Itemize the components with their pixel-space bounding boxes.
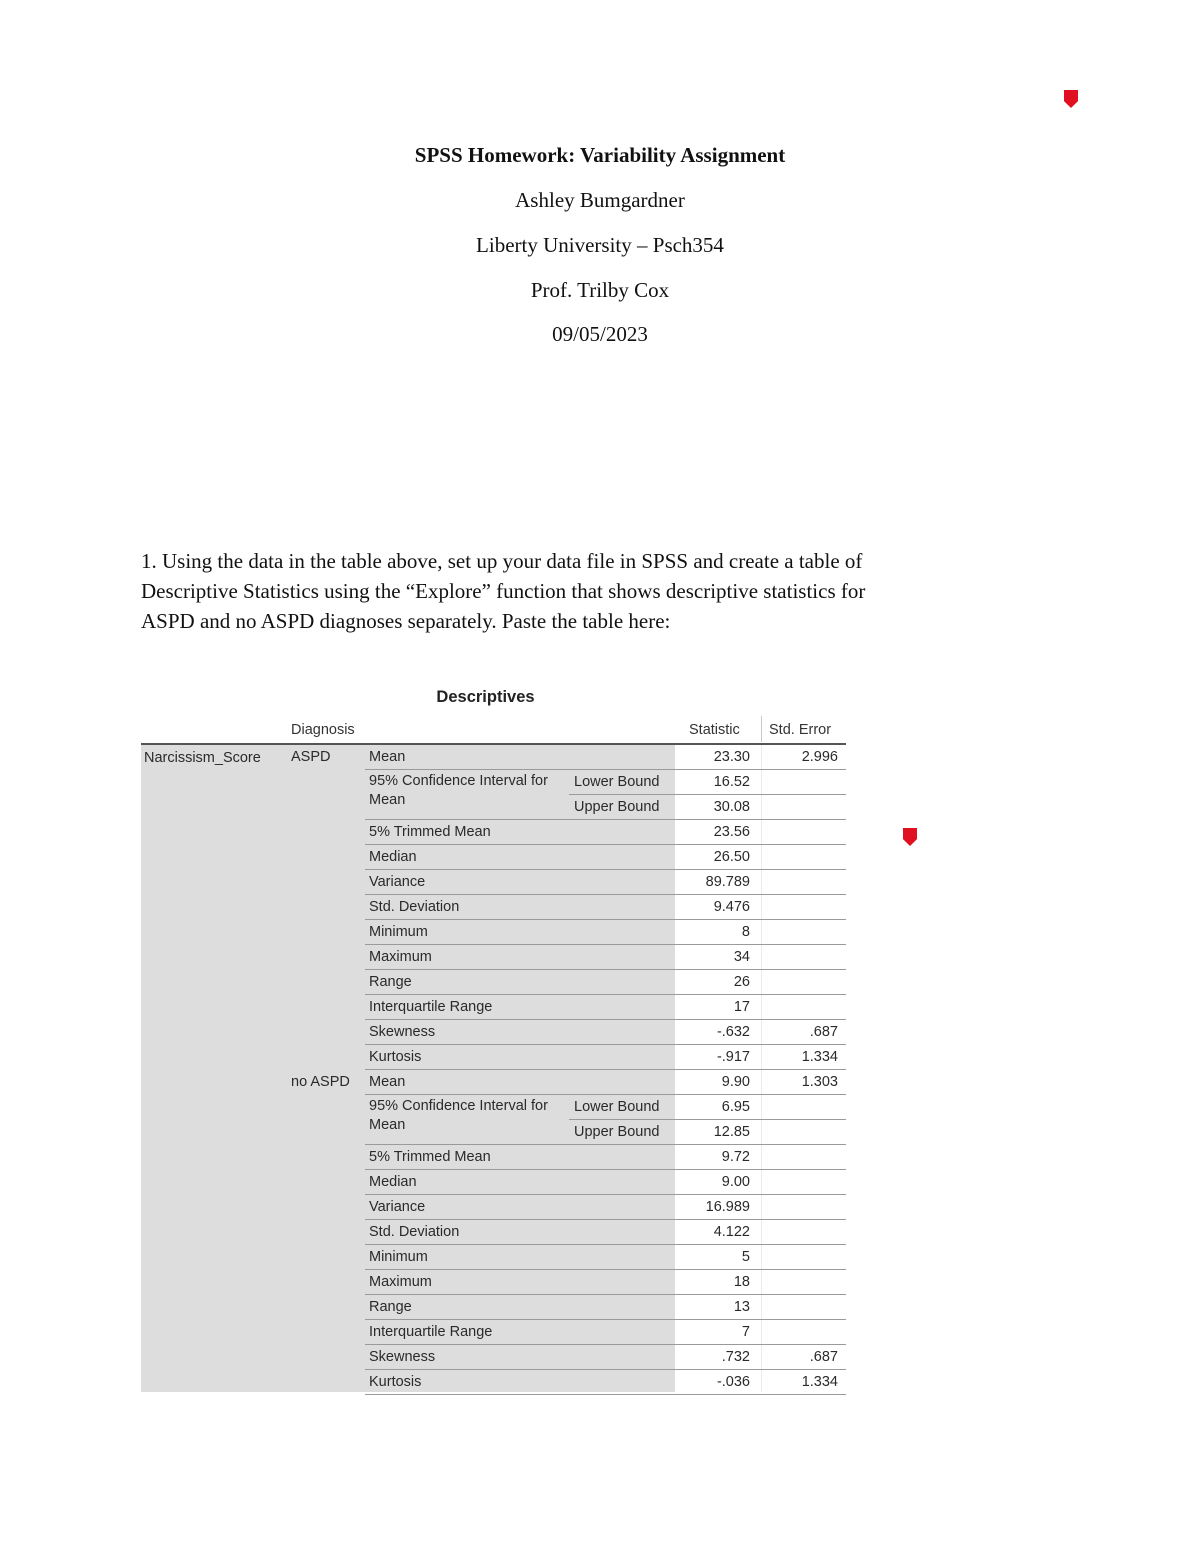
statistic-value: 34 <box>733 949 750 965</box>
question-line: Descriptive Statistics using the “Explore” function that shows descriptive statistics for <box>141 579 866 603</box>
std-error-value: .687 <box>809 1349 838 1365</box>
statistic-label: Maximum <box>369 949 432 965</box>
table-row <box>141 745 846 770</box>
statistic-label: Skewness <box>369 1349 436 1365</box>
statistic-label: Variance <box>369 1199 426 1215</box>
statistic-value: 9.90 <box>721 1074 750 1090</box>
table-row <box>141 870 846 895</box>
statistic-value: 13 <box>733 1299 750 1315</box>
statistic-label: Median <box>369 849 417 865</box>
lower-bound-label: Lower Bound <box>574 774 660 790</box>
statistic-value: .732 <box>721 1349 750 1365</box>
statistic-label: Std. Deviation <box>369 899 460 915</box>
table-title <box>141 688 846 707</box>
statistic-value: 5 <box>741 1249 750 1265</box>
table-row <box>141 1070 846 1095</box>
table-row <box>141 945 846 970</box>
document-title: SPSS Homework: Variability Assignment <box>414 143 786 167</box>
statistic-value: 23.30 <box>713 749 750 765</box>
statistic-value: 4.122 <box>713 1224 750 1240</box>
statistic-label: Interquartile Range <box>369 1324 493 1340</box>
statistic-value: 8 <box>741 924 750 940</box>
question-line: 1. Using the data in the table above, set up your data file in SPSS and create a table of <box>141 549 863 573</box>
statistic-label: Interquartile Range <box>369 999 493 1015</box>
statistic-value: 30.08 <box>713 799 750 815</box>
institution-course: Liberty University – Psch354 <box>476 233 724 257</box>
table-row <box>141 1245 846 1270</box>
header-divider <box>761 716 762 742</box>
ci-label-line: Mean <box>369 792 406 808</box>
upper-bound-label: Upper Bound <box>574 799 660 815</box>
table-row <box>141 1320 846 1345</box>
professor-name: Prof. Trilby Cox <box>530 278 670 302</box>
document-date: 09/05/2023 <box>552 322 648 346</box>
statistic-value: 26.50 <box>713 849 750 865</box>
statistic-label: Maximum <box>369 1274 432 1290</box>
statistic-value: 16.989 <box>705 1199 750 1215</box>
diagnosis-group-label: ASPD <box>291 749 331 765</box>
table-row <box>141 995 846 1020</box>
statistic-value: 6.95 <box>721 1099 750 1115</box>
statistic-value: -.917 <box>716 1049 750 1065</box>
statistic-value: 18 <box>733 1274 750 1290</box>
comment-marker-icon[interactable] <box>903 828 917 846</box>
statistic-value: 23.56 <box>713 824 750 840</box>
question-line: ASPD and no ASPD diagnoses separately. Paste the table here: <box>141 609 671 633</box>
row-separator <box>365 1394 846 1395</box>
statistic-value: 9.00 <box>721 1174 750 1190</box>
table-row <box>141 845 846 870</box>
variable-label: Narcissism_Score <box>144 750 261 766</box>
table-row <box>141 895 846 920</box>
statistic-label: Range <box>369 974 412 990</box>
statistic-label: Minimum <box>369 1249 428 1265</box>
statistic-value: 7 <box>741 1324 750 1340</box>
std-error-value: 2.996 <box>801 749 838 765</box>
statistic-label: 5% Trimmed Mean <box>369 1149 491 1165</box>
ci-label-line: 95% Confidence Interval for <box>369 1098 548 1114</box>
table-title-text: Descriptives <box>436 688 535 706</box>
std-error-header: Std. Error <box>769 722 832 738</box>
statistic-label: Median <box>369 1174 417 1190</box>
statistic-value: 9.72 <box>721 1149 750 1165</box>
statistic-label: Kurtosis <box>369 1049 422 1065</box>
statistic-value: 89.789 <box>705 874 750 890</box>
question-paragraph <box>141 546 981 636</box>
statistic-value: 17 <box>733 999 750 1015</box>
table-row <box>141 1195 846 1220</box>
table-row <box>141 820 846 845</box>
statistic-value: 9.476 <box>713 899 750 915</box>
table-row <box>141 1345 846 1370</box>
statistic-value: 26 <box>733 974 750 990</box>
statistic-label: Mean <box>369 1074 406 1090</box>
statistic-value: 16.52 <box>713 774 750 790</box>
diagnosis-header: Diagnosis <box>291 722 355 738</box>
std-error-value: 1.303 <box>801 1074 838 1090</box>
table-row <box>141 1295 846 1320</box>
table-row <box>141 920 846 945</box>
table-row <box>141 1145 846 1170</box>
statistic-value: -.036 <box>716 1374 750 1390</box>
std-error-value: 1.334 <box>801 1049 838 1065</box>
std-error-value: .687 <box>809 1024 838 1040</box>
ci-label-line: Mean <box>369 1117 406 1133</box>
upper-bound-label: Upper Bound <box>574 1124 660 1140</box>
statistic-label: Kurtosis <box>369 1374 422 1390</box>
statistic-label: 5% Trimmed Mean <box>369 824 491 840</box>
statistic-label: Mean <box>369 749 406 765</box>
table-row <box>141 970 846 995</box>
statistic-label: Skewness <box>369 1024 436 1040</box>
lower-bound-label: Lower Bound <box>574 1099 660 1115</box>
diagnosis-group-label: no ASPD <box>291 1074 350 1090</box>
statistic-value: 12.85 <box>713 1124 750 1140</box>
table-row <box>141 795 846 820</box>
statistic-label: Range <box>369 1299 412 1315</box>
table-row <box>141 1220 846 1245</box>
statistic-label: Variance <box>369 874 426 890</box>
table-row <box>141 1170 846 1195</box>
author-name: Ashley Bumgardner <box>515 188 685 212</box>
statistic-label: Std. Deviation <box>369 1224 460 1240</box>
table-row <box>141 1270 846 1295</box>
table-row <box>141 1370 846 1395</box>
table-row <box>141 1020 846 1045</box>
comment-marker-icon[interactable] <box>1064 90 1078 108</box>
statistic-header: Statistic <box>689 722 740 738</box>
std-error-value: 1.334 <box>801 1374 838 1390</box>
table-row <box>141 1045 846 1070</box>
ci-label-line: 95% Confidence Interval for <box>369 773 548 789</box>
statistic-value: -.632 <box>716 1024 750 1040</box>
table-row <box>141 1120 846 1145</box>
statistic-label: Minimum <box>369 924 428 940</box>
